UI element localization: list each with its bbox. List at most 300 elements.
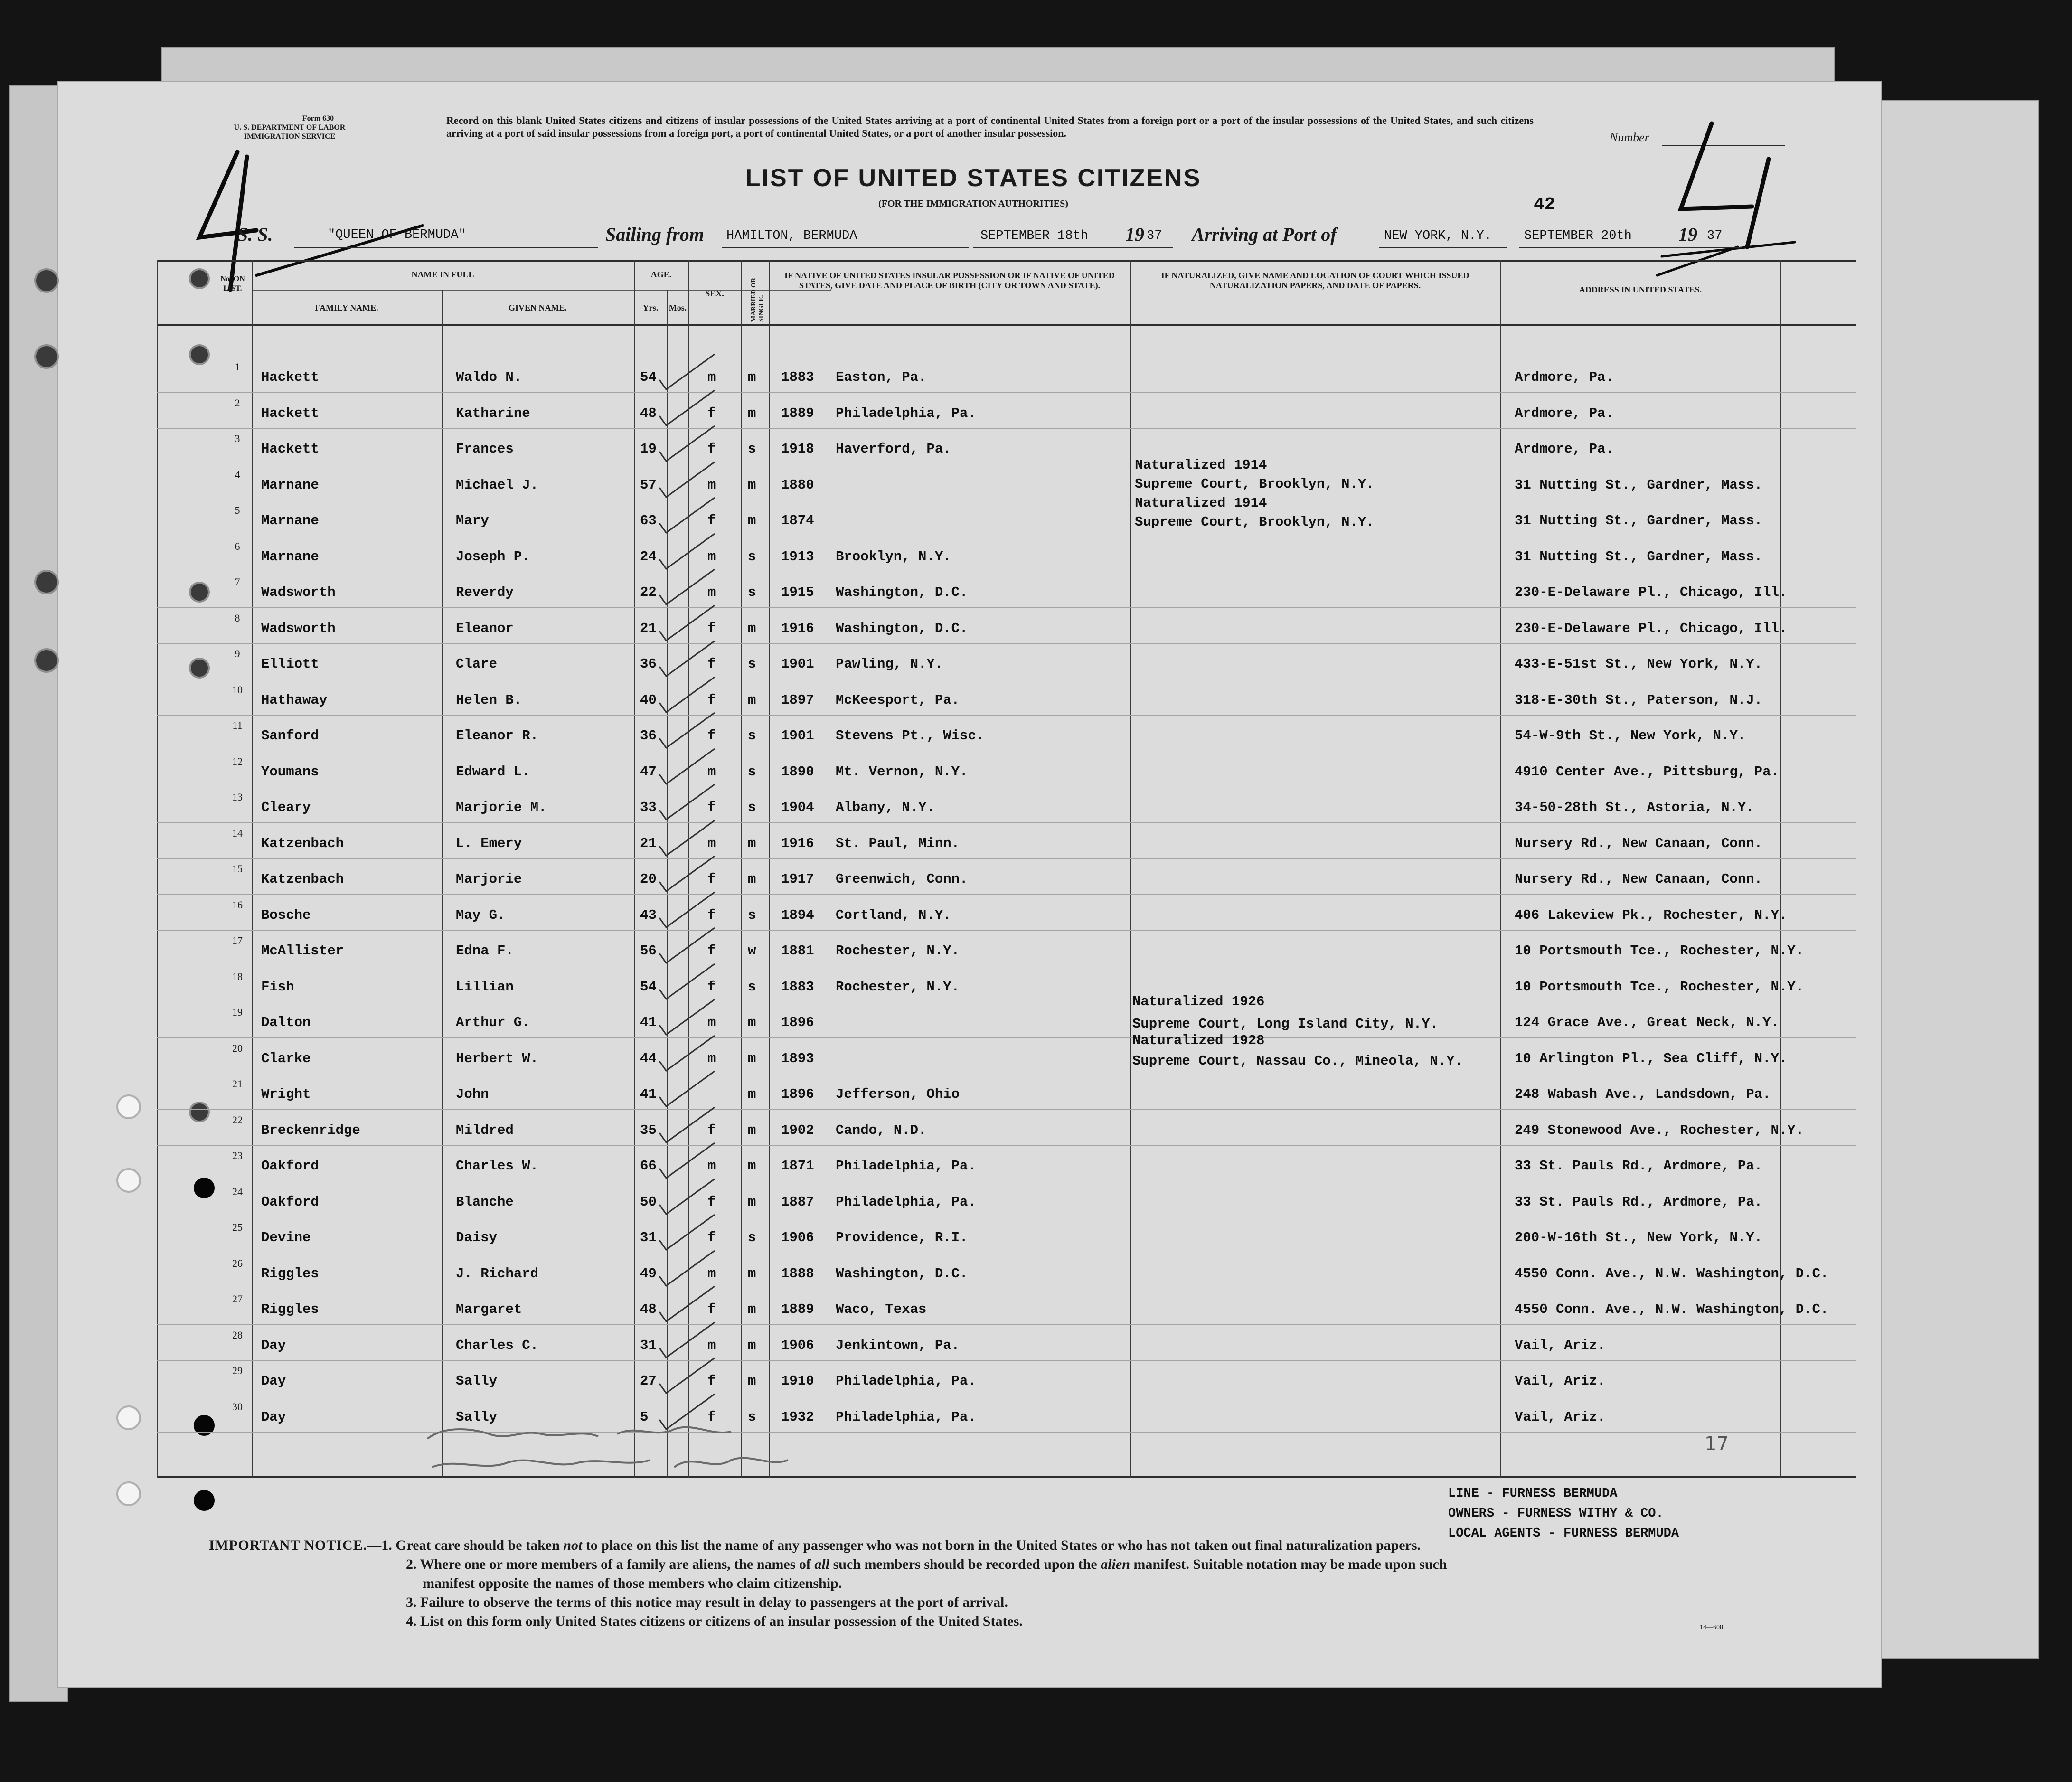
given-name: Helen B.	[456, 692, 522, 708]
handwritten-page-count: 17	[1705, 1433, 1729, 1455]
number-label: Number	[1610, 131, 1649, 144]
family-name: Elliott	[261, 656, 319, 672]
age-years: 27	[640, 1373, 657, 1389]
family-name: Katzenbach	[261, 836, 344, 851]
notice-item-2: 2. Where one or more members of a family are aliens, the names of all such members should be recorded upon the alien manifest. Suitable notation may be made upon such	[406, 1556, 1447, 1572]
given-name: Margaret	[456, 1301, 522, 1317]
punch-hole	[34, 570, 59, 594]
header-family-name: FAMILY NAME.	[315, 303, 378, 312]
row-rule	[157, 1037, 1856, 1038]
birth-year: 1901	[781, 656, 814, 672]
birth-year: 1897	[781, 692, 814, 708]
birth-year: 1881	[781, 943, 814, 959]
us-address: 4550 Conn. Ave., N.W. Washington, D.C.	[1515, 1266, 1829, 1282]
age-years: 66	[640, 1158, 657, 1174]
birth-place: Albany, N.Y.	[836, 800, 935, 815]
age-years: 41	[640, 1015, 657, 1030]
birth-place: Jenkintown, Pa.	[836, 1338, 960, 1353]
arrival-port: NEW YORK, N.Y.	[1384, 229, 1492, 243]
sex: m	[707, 477, 716, 493]
arrival-year-prefix: 19	[1678, 224, 1697, 245]
header-bottom-border	[157, 324, 1856, 326]
row-number: 16	[232, 899, 243, 911]
sex: m	[707, 1266, 716, 1282]
sex: f	[707, 943, 716, 959]
birth-place: Providence, R.I.	[836, 1230, 968, 1245]
row-rule	[157, 822, 1856, 823]
birth-place: Haverford, Pa.	[836, 441, 951, 457]
punch-hole	[34, 268, 59, 293]
naturalization-note: Naturalized 1926	[1132, 994, 1265, 1009]
form-service: IMMIGRATION SERVICE	[244, 132, 336, 141]
sex: f	[707, 1194, 716, 1210]
age-years: 33	[640, 800, 657, 815]
us-address: 33 St. Pauls Rd., Ardmore, Pa.	[1515, 1158, 1763, 1174]
birth-place: Jefferson, Ohio	[836, 1086, 960, 1102]
row-number: 20	[232, 1042, 243, 1054]
sex: f	[707, 692, 716, 708]
given-name: Lillian	[456, 979, 514, 995]
family-name: Marnane	[261, 477, 319, 493]
marital-status: m	[748, 692, 756, 708]
manifest-table	[157, 260, 1856, 1480]
marital-status: m	[748, 477, 756, 493]
family-name: Katzenbach	[261, 871, 344, 887]
col-line	[769, 260, 770, 1478]
birth-year: 1874	[781, 513, 814, 528]
col-line	[442, 290, 443, 1478]
sex: f	[707, 621, 716, 636]
form-number: Form 630	[302, 114, 334, 123]
marital-status: m	[748, 1373, 756, 1389]
intro-text: Record on this blank United States citizens and citizens of insular possessions of the United States arriving at a port of continental United States from a foreign port or a port of the insular possessions of the United States, and such citizens arriving at a port of said insular possessions from a foreign port, a port of continental United States, or a port of another insular possession.	[446, 114, 1534, 139]
naturalization-note: Supreme Court, Brooklyn, N.Y.	[1135, 476, 1375, 492]
header-married-single: MARRIED OR SINGLE.	[750, 278, 765, 322]
marital-status: s	[748, 1409, 756, 1425]
us-address: Nursery Rd., New Canaan, Conn.	[1515, 836, 1763, 851]
notice-item-3: 3. Failure to observe the terms of this notice may result in delay to passengers at the port of arrival.	[406, 1594, 1008, 1610]
birth-place: Pawling, N.Y.	[836, 656, 943, 672]
age-years: 36	[640, 656, 657, 672]
sex: f	[707, 656, 716, 672]
us-address: 31 Nutting St., Gardner, Mass.	[1515, 513, 1763, 528]
punch-hole	[194, 1490, 215, 1511]
header-sex: SEX.	[705, 289, 724, 298]
family-name: Clarke	[261, 1051, 311, 1066]
punch-hole	[34, 344, 59, 369]
birth-place: Mt. Vernon, N.Y.	[836, 764, 968, 780]
us-address: 31 Nutting St., Gardner, Mass.	[1515, 477, 1763, 493]
birth-place: Philadelphia, Pa.	[836, 1409, 976, 1425]
birth-place: Philadelphia, Pa.	[836, 1158, 976, 1174]
sex: f	[707, 907, 716, 923]
row-number: 28	[232, 1329, 243, 1341]
row-rule	[157, 1145, 1856, 1146]
birth-place: Stevens Pt., Wisc.	[836, 728, 985, 744]
notice-item-4: 4. List on this form only United States citizens or citizens of an insular possession of the United States.	[406, 1613, 1023, 1629]
birth-year: 1880	[781, 477, 814, 493]
table-bottom-border	[157, 1476, 1856, 1478]
handwritten-mark-right	[1652, 114, 1814, 280]
age-years: 56	[640, 943, 657, 959]
row-number: 2	[235, 397, 240, 409]
col-line	[634, 260, 635, 1478]
birth-year: 1894	[781, 907, 814, 923]
us-address: 4550 Conn. Ave., N.W. Washington, D.C.	[1515, 1301, 1829, 1317]
family-name: Day	[261, 1373, 286, 1389]
naturalization-note: Supreme Court, Nassau Co., Mineola, N.Y.	[1132, 1053, 1463, 1069]
age-years: 20	[640, 871, 657, 887]
punch-hole	[116, 1168, 141, 1193]
line-agents: LOCAL AGENTS - FURNESS BERMUDA	[1448, 1527, 1679, 1541]
family-name: Riggles	[261, 1266, 319, 1282]
sex: m	[707, 764, 716, 780]
age-years: 44	[640, 1051, 657, 1066]
row-number: 26	[232, 1257, 243, 1269]
birth-place: Easton, Pa.	[836, 369, 927, 385]
line-name: LINE - FURNESS BERMUDA	[1448, 1487, 1618, 1501]
given-name: Edward L.	[456, 764, 530, 780]
age-years: 57	[640, 477, 657, 493]
sex: f	[707, 800, 716, 815]
age-years: 21	[640, 621, 657, 636]
age-years: 63	[640, 513, 657, 528]
row-number: 15	[232, 863, 243, 875]
naturalization-note: Naturalized 1914	[1135, 495, 1267, 511]
row-rule	[157, 428, 1856, 429]
header-given-name: GIVEN NAME.	[508, 303, 567, 312]
header-no: No. ON LIST.	[220, 275, 245, 292]
sailing-from-port: HAMILTON, BERMUDA	[726, 229, 857, 243]
header-birth: IF NATIVE OF UNITED STATES INSULAR POSSESSION OR IF NATIVE OF UNITED STATES, GIVE DATE AND PLACE OF BIRTH (CITY OR TOWN AND STATE).	[784, 271, 1115, 290]
row-rule	[157, 858, 1856, 859]
given-name: Reverdy	[456, 585, 514, 600]
given-name: Charles C.	[456, 1338, 539, 1353]
arriving-label: Arriving at Port of	[1192, 224, 1337, 245]
given-name: Herbert W.	[456, 1051, 539, 1066]
age-years: 31	[640, 1338, 657, 1353]
sex: f	[707, 979, 716, 995]
birth-place: Philadelphia, Pa.	[836, 1373, 976, 1389]
marital-status: m	[748, 1301, 756, 1317]
row-rule	[157, 894, 1856, 895]
us-address: 318-E-30th St., Paterson, N.J.	[1515, 692, 1763, 708]
row-number: 14	[232, 827, 243, 839]
marital-status: m	[748, 1122, 756, 1138]
given-name: Clare	[456, 656, 498, 672]
departure-underline	[973, 247, 1173, 248]
us-address: 230-E-Delaware Pl., Chicago, Ill.	[1515, 585, 1788, 600]
age-years: 31	[640, 1230, 657, 1245]
sex: m	[707, 836, 716, 851]
given-name: J. Richard	[456, 1266, 539, 1282]
notice-label: IMPORTANT NOTICE.	[209, 1537, 367, 1553]
us-address: 54-W-9th St., New York, N.Y.	[1515, 728, 1746, 744]
us-address: Ardmore, Pa.	[1515, 405, 1614, 421]
birth-year: 1918	[781, 441, 814, 457]
given-name: Joseph P.	[456, 549, 530, 565]
us-address: 248 Wabash Ave., Landsdown, Pa.	[1515, 1086, 1771, 1102]
birth-place: Brooklyn, N.Y.	[836, 549, 951, 565]
birth-place: Rochester, N.Y.	[836, 979, 960, 995]
us-address: 433-E-51st St., New York, N.Y.	[1515, 656, 1763, 672]
header-naturalized: IF NATURALIZED, GIVE NAME AND LOCATION OF COURT WHICH ISSUED NATURALIZATION PAPERS, AND DATE OF PAPERS.	[1161, 271, 1469, 290]
given-name: Sally	[456, 1373, 498, 1389]
marital-status: m	[748, 1051, 756, 1066]
given-name: May G.	[456, 907, 506, 923]
us-address: 406 Lakeview Pk., Rochester, N.Y.	[1515, 907, 1788, 923]
age-years: 36	[640, 728, 657, 744]
marital-status: s	[748, 800, 756, 815]
sex: m	[707, 1015, 716, 1030]
sex: f	[707, 1230, 716, 1245]
family-name: Bosche	[261, 907, 311, 923]
row-rule	[157, 607, 1856, 608]
marital-status: s	[748, 979, 756, 995]
birth-year: 1906	[781, 1338, 814, 1353]
sex: f	[707, 513, 716, 528]
birth-place: Cando, N.D.	[836, 1122, 927, 1138]
birth-place: Washington, D.C.	[836, 621, 968, 636]
row-number: 11	[232, 719, 243, 731]
us-address: 10 Portsmouth Tce., Rochester, N.Y.	[1515, 979, 1804, 995]
row-number: 27	[232, 1293, 243, 1305]
sex: f	[707, 1373, 716, 1389]
marital-status: m	[748, 1086, 756, 1102]
family-name: Marnane	[261, 549, 319, 565]
punch-hole	[116, 1405, 141, 1430]
row-rule	[157, 1109, 1856, 1110]
birth-year: 1906	[781, 1230, 814, 1245]
given-name: Charles W.	[456, 1158, 539, 1174]
family-name: Breckenridge	[261, 1122, 360, 1138]
ship-name: "QUEEN OF BERMUDA"	[328, 228, 466, 242]
marital-status: m	[748, 1015, 756, 1030]
birth-year: 1883	[781, 979, 814, 995]
header-yrs: Yrs.	[642, 303, 659, 312]
row-rule	[157, 930, 1856, 931]
family-name: McAllister	[261, 943, 344, 959]
sex: m	[707, 585, 716, 600]
us-address: 31 Nutting St., Gardner, Mass.	[1515, 549, 1763, 565]
family-name: Wadsworth	[261, 585, 336, 600]
inspector-signature	[418, 1415, 855, 1491]
arrival-date: SEPTEMBER 20th	[1524, 229, 1632, 243]
sex: m	[707, 1158, 716, 1174]
header-age: AGE.	[650, 270, 672, 279]
page-number: 42	[1534, 195, 1555, 215]
row-number: 29	[232, 1365, 243, 1377]
arrival-year-suffix: 37	[1707, 229, 1723, 243]
marital-status: s	[748, 549, 756, 565]
row-number: 22	[232, 1114, 243, 1126]
given-name: Waldo N.	[456, 369, 522, 385]
age-years: 48	[640, 1301, 657, 1317]
family-name: Hackett	[261, 369, 319, 385]
age-years: 41	[640, 1086, 657, 1102]
family-name: Oakford	[261, 1158, 319, 1174]
given-name: Marjorie	[456, 871, 522, 887]
marital-status: m	[748, 513, 756, 528]
birth-place: McKeesport, Pa.	[836, 692, 960, 708]
col-line	[1500, 260, 1501, 1478]
marital-status: m	[748, 621, 756, 636]
col-line	[741, 260, 742, 1478]
birth-year: 1887	[781, 1194, 814, 1210]
birth-year: 1896	[781, 1015, 814, 1030]
marital-status: m	[748, 1338, 756, 1353]
age-years: 24	[640, 549, 657, 565]
row-rule	[157, 1432, 1856, 1433]
family-name: Day	[261, 1409, 286, 1425]
us-address: 4910 Center Ave., Pittsburg, Pa.	[1515, 764, 1779, 780]
given-name: L. Emery	[456, 836, 522, 851]
ss-label: S. S.	[237, 224, 273, 245]
row-number: 30	[232, 1401, 243, 1413]
header-name-in-full: NAME IN FULL	[411, 270, 474, 279]
family-name: Cleary	[261, 800, 311, 815]
notice-item-1: IMPORTANT NOTICE.—1. Great care should be taken not to place on this list the name of any passenger who was not born in the United States or who has not taken out final naturalization papers.	[209, 1537, 1421, 1553]
row-number: 21	[232, 1078, 243, 1090]
form-info	[199, 114, 380, 141]
departure-year-prefix: 19	[1125, 224, 1144, 245]
departure-year-suffix: 37	[1147, 229, 1162, 243]
given-name: Katharine	[456, 405, 530, 421]
punch-hole	[34, 648, 59, 673]
us-address: 249 Stonewood Ave., Rochester, N.Y.	[1515, 1122, 1804, 1138]
row-number: 8	[235, 612, 240, 624]
birth-year: 1871	[781, 1158, 814, 1174]
col-line	[1780, 260, 1781, 1478]
from-underline	[722, 247, 969, 248]
ship-underline	[294, 247, 598, 248]
row-rule	[157, 715, 1856, 716]
age-years: 19	[640, 441, 657, 457]
us-address: 10 Arlington Pl., Sea Cliff, N.Y.	[1515, 1051, 1788, 1066]
naturalization-note: Naturalized 1928	[1132, 1033, 1265, 1048]
birth-year: 1888	[781, 1266, 814, 1282]
sex: f	[707, 405, 716, 421]
sex: m	[707, 549, 716, 565]
row-rule	[157, 1324, 1856, 1325]
important-notice	[209, 1536, 1795, 1631]
table-top-border	[157, 260, 1856, 262]
us-address: Vail, Ariz.	[1515, 1373, 1606, 1389]
age-years: 54	[640, 369, 657, 385]
family-name: Dalton	[261, 1015, 311, 1030]
given-name: Daisy	[456, 1230, 498, 1245]
row-number: 24	[232, 1186, 243, 1197]
us-address: 200-W-16th St., New York, N.Y.	[1515, 1230, 1763, 1245]
col-line	[1130, 260, 1131, 1478]
us-address: 34-50-28th St., Astoria, N.Y.	[1515, 800, 1754, 815]
birth-year: 1883	[781, 369, 814, 385]
row-number: 1	[235, 361, 240, 373]
family-name: Youmans	[261, 764, 319, 780]
birth-place: Washington, D.C.	[836, 585, 968, 600]
age-years: 47	[640, 764, 657, 780]
row-number: 10	[232, 684, 243, 696]
family-name: Riggles	[261, 1301, 319, 1317]
given-name: Michael J.	[456, 477, 539, 493]
naturalization-note: Supreme Court, Brooklyn, N.Y.	[1135, 514, 1375, 530]
marital-status: m	[748, 836, 756, 851]
row-number: 25	[232, 1221, 243, 1233]
sex: m	[707, 1338, 716, 1353]
birth-year: 1890	[781, 764, 814, 780]
age-years: 5	[640, 1409, 649, 1425]
row-number: 19	[232, 1006, 243, 1018]
birth-year: 1913	[781, 549, 814, 565]
row-number: 6	[235, 540, 240, 552]
sex: f	[707, 1409, 716, 1425]
marital-status: s	[748, 764, 756, 780]
marital-status: s	[748, 441, 756, 457]
row-number: 13	[232, 791, 243, 803]
naturalization-note: Naturalized 1914	[1135, 457, 1267, 473]
age-years: 50	[640, 1194, 657, 1210]
row-number: 9	[235, 648, 240, 660]
print-code: 14—608	[1700, 1624, 1723, 1631]
col-line	[252, 260, 253, 1478]
page-subtitle: (FOR THE IMMIGRATION AUTHORITIES)	[878, 198, 1068, 209]
birth-year: 1916	[781, 836, 814, 851]
family-name: Wadsworth	[261, 621, 336, 636]
birth-place: Rochester, N.Y.	[836, 943, 960, 959]
birth-year: 1889	[781, 1301, 814, 1317]
header-mos: Mos.	[669, 303, 687, 312]
birth-place: Washington, D.C.	[836, 1266, 968, 1282]
sex: m	[707, 369, 716, 385]
sailing-from-label: Sailing from	[605, 224, 704, 245]
us-address: Vail, Ariz.	[1515, 1338, 1606, 1353]
birth-year: 1916	[781, 621, 814, 636]
row-number: 23	[232, 1150, 243, 1161]
birth-year: 1902	[781, 1122, 814, 1138]
given-name: Mary	[456, 513, 489, 528]
birth-place: Philadelphia, Pa.	[836, 405, 976, 421]
sex: m	[707, 1051, 716, 1066]
marital-status: m	[748, 405, 756, 421]
given-name: Frances	[456, 441, 514, 457]
family-name: Fish	[261, 979, 294, 995]
family-name: Oakford	[261, 1194, 319, 1210]
age-years: 22	[640, 585, 657, 600]
us-address: Nursery Rd., New Canaan, Conn.	[1515, 871, 1763, 887]
age-years: 54	[640, 979, 657, 995]
family-name: Hackett	[261, 441, 319, 457]
us-address: 124 Grace Ave., Great Neck, N.Y.	[1515, 1015, 1779, 1030]
age-years: 40	[640, 692, 657, 708]
sex: f	[707, 871, 716, 887]
family-name: Marnane	[261, 513, 319, 528]
us-address: 10 Portsmouth Tce., Rochester, N.Y.	[1515, 943, 1804, 959]
sex: f	[707, 441, 716, 457]
given-name: Blanche	[456, 1194, 514, 1210]
birth-place: Waco, Texas	[836, 1301, 927, 1317]
birth-year: 1904	[781, 800, 814, 815]
row-number: 7	[235, 576, 240, 588]
marital-status: m	[748, 1158, 756, 1174]
family-name: Wright	[261, 1086, 311, 1102]
age-years: 43	[640, 907, 657, 923]
row-number: 3	[235, 433, 240, 444]
birth-place: Philadelphia, Pa.	[836, 1194, 976, 1210]
departure-date: SEPTEMBER 18th	[980, 229, 1088, 243]
name-header-divider	[252, 290, 831, 291]
notice-item-2-cont: manifest opposite the names of those members who claim citizenship.	[423, 1575, 842, 1591]
age-years: 35	[640, 1122, 657, 1138]
